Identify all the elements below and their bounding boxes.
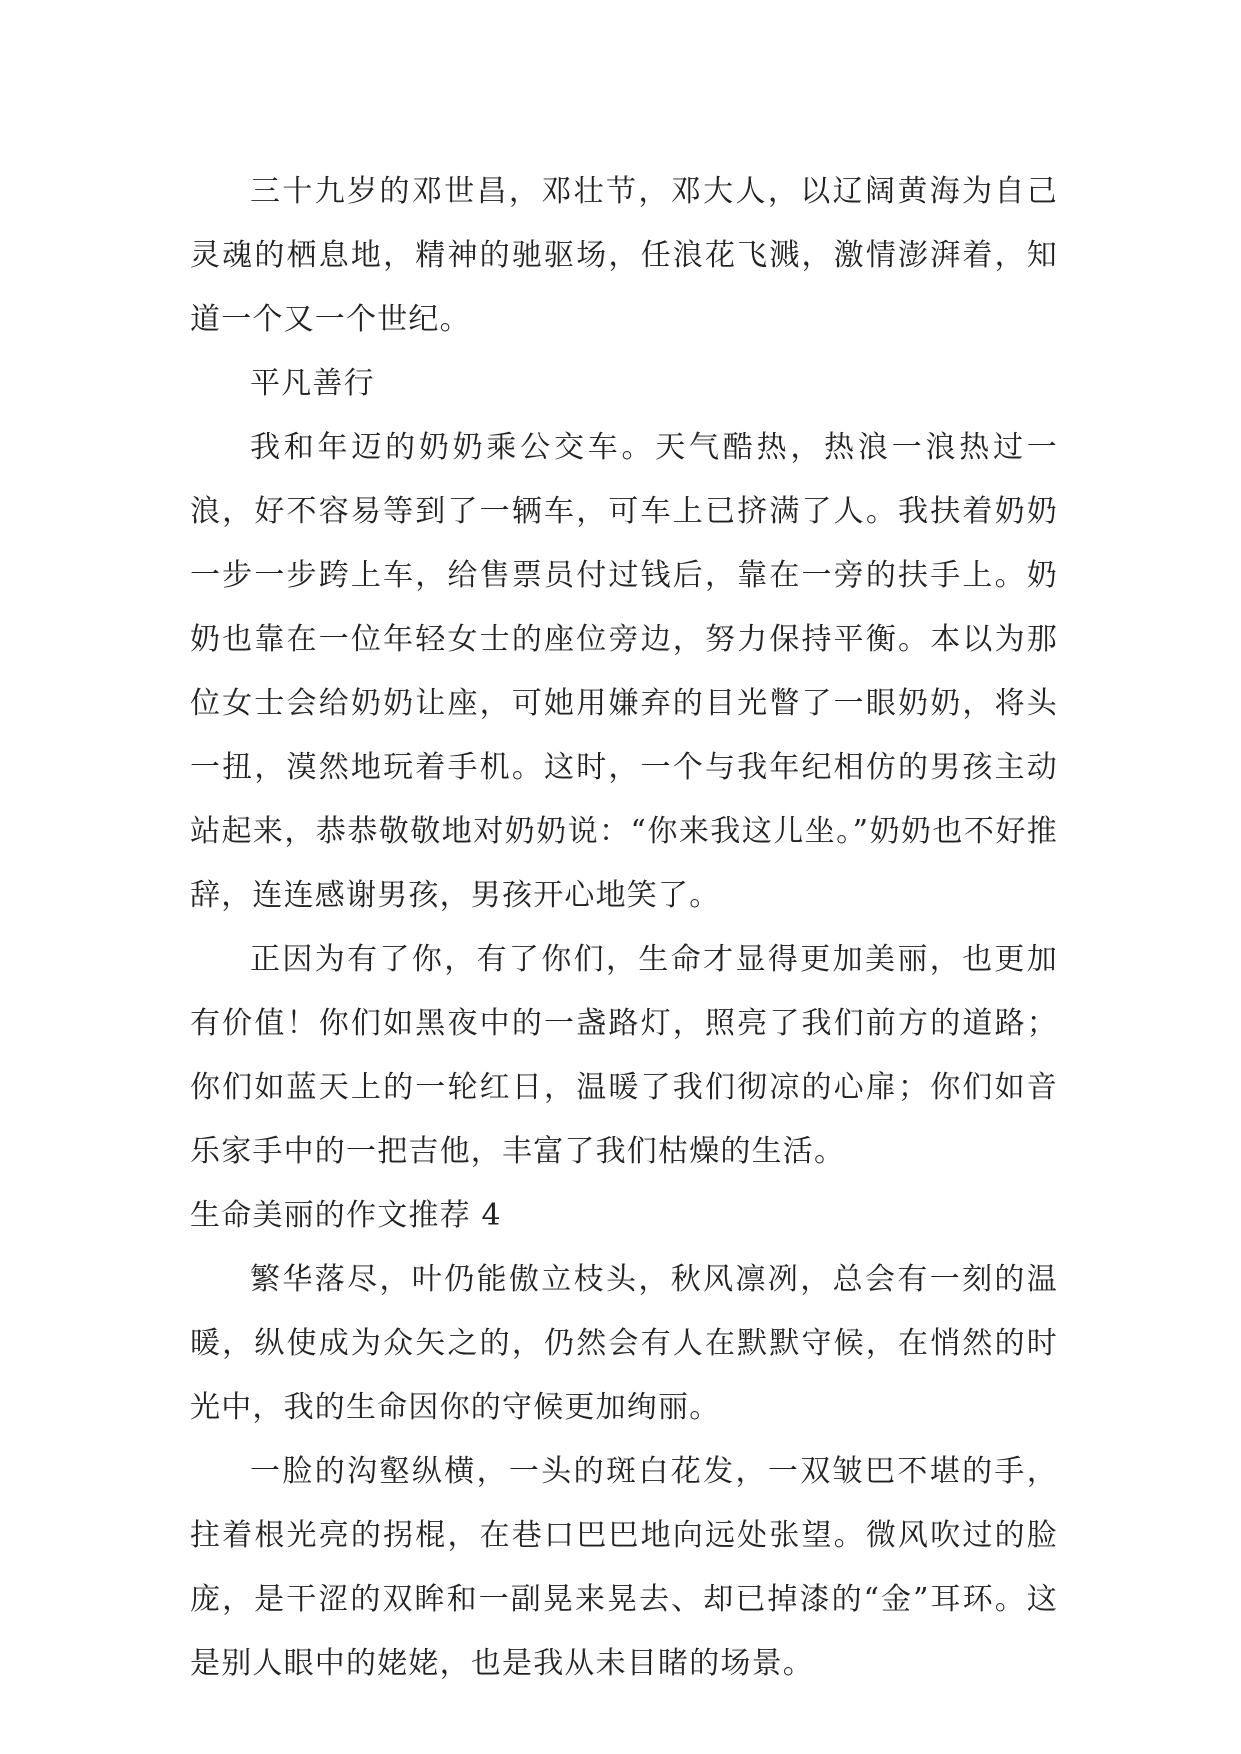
paragraph-deng-shichang: 三十九岁的邓世昌，邓壮节，邓大人，以辽阔黄海为自己灵魂的栖息地，精神的驰驱场，任浪花飞溅，激情澎湃着，知道一个又一个世纪。 bbox=[190, 174, 1058, 337]
paragraph-grandmother: 一脸的沟壑纵横，一头的斑白花发，一双皱巴不堪的手，拄着根光亮的拐棍，在巷口巴巴地向远处张望。微风吹过的脸庞，是干涩的双眸和一副晃来晃去、却已掉漆的“金”耳环。这是别人眼中的姥姥，也是我从未目睹的场景。 bbox=[190, 1454, 1058, 1681]
paragraph-prosperity-fades: 繁华落尽，叶仍能傲立枝头，秋风凛冽，总会有一刻的温暖，纵使成为众矢之的，仍然会有人在默默守候，在悄然的时光中，我的生命因你的守候更加绚丽。 bbox=[190, 1262, 1058, 1425]
paragraph-because-of-you: 正因为有了你，有了你们，生命才显得更加美丽，也更加有价值！你们如黑夜中的一盏路灯，照亮了我们前方的道路；你们如蓝天上的一轮红日，温暖了我们彻凉的心扉；你们如音乐家手中的一把吉他，丰富了我们枯燥的生活。 bbox=[190, 942, 1058, 1169]
paragraph-bus-story: 我和年迈的奶奶乘公交车。天气酷热，热浪一浪热过一浪，好不容易等到了一辆车，可车上已挤满了人。我扶着奶奶一步一步跨上车，给售票员付过钱后，靠在一旁的扶手上。奶奶也靠在一位年轻女士的座位旁边，努力保持平衡。本以为那位女士会给奶奶让座，可她用嫌弃的目光瞥了一眼奶奶，将头一扭，漠然地玩着手机。这时，一个与我年纪相仿的男孩主动站起来，恭恭敬敬地对奶奶说：“你来我这儿坐。”奶奶也不好推辞，连连感谢男孩，男孩开心地笑了。 bbox=[190, 430, 1058, 913]
document-body bbox=[190, 160, 1058, 1696]
section-subtitle-ordinary-kindness: 平凡善行 bbox=[250, 366, 375, 401]
essay-title-4: 生命美丽的作文推荐 4 bbox=[190, 1198, 502, 1233]
